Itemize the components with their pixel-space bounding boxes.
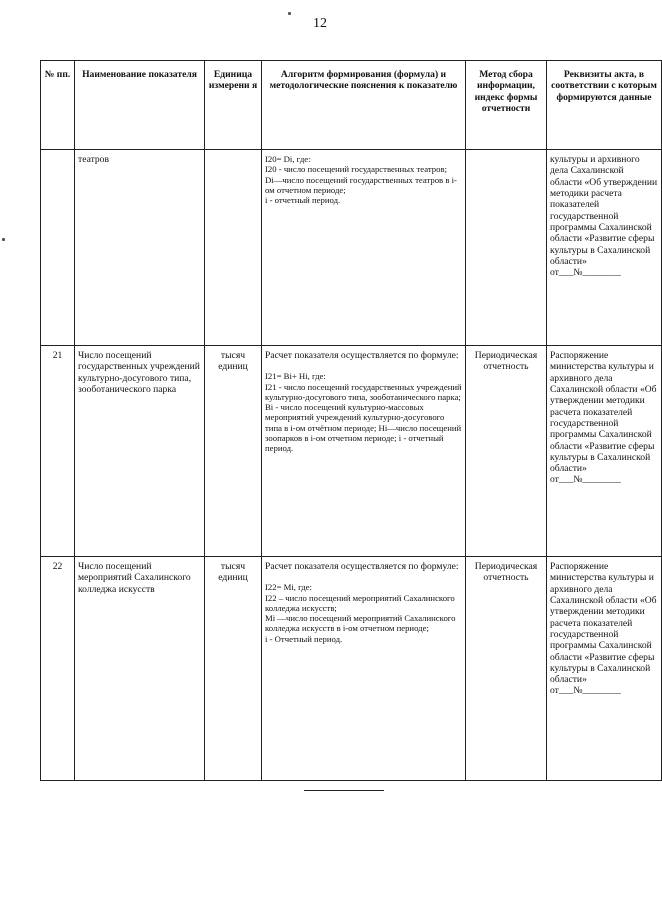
algo-line: I20 - число посещений государственных театров; (265, 164, 448, 175)
row-requisites (547, 150, 662, 346)
algo-line: I21= Bi+ Hi, где: (265, 371, 326, 382)
header-requisites: Реквизиты акта, в соответствии с которым формируются данные (547, 61, 662, 150)
page-number: 12 (313, 16, 327, 31)
algo-line: I20= Di, где: (265, 154, 311, 164)
row-unit (205, 150, 262, 346)
row-method (466, 150, 547, 346)
algo-lead: Расчет показателя осуществляется по формуле: (265, 350, 459, 361)
table-row (41, 150, 662, 346)
row-name: театров (75, 150, 205, 346)
algo-line: Bi - число посещений культурно-массовых мероприятий учреждений культурно-досугового типа в i-ом отчётном периоде; Hi—число посещений зоопарков в i-ом отчетном периоде; i - отчетный период. (265, 402, 462, 454)
row-unit: тысяч единиц (205, 346, 262, 557)
requisites-text: Распоряжение министерства культуры и архивного дела Сахалинской области «Об утверждении методики расчета показателей государственной программы Сахалинской области «Развитие сферы культуры в Сахалинской области» (550, 350, 657, 475)
row-name: Число посещений государственных учреждений культурно-досугового типа, зооботанического парка (75, 346, 205, 557)
header-unit: Единица измерени я (205, 61, 262, 150)
table-row (41, 557, 662, 781)
algo-line: I21 - число посещений государственных учреждений культурно-досугового типа, зооботанического парка; (265, 381, 462, 402)
algo-line: Di—число посещений государственных театров в i-ом отчетном периоде; (265, 174, 457, 195)
row-name: Число посещений мероприятий Сахалинского колледжа искусств (75, 557, 205, 781)
row-num: 21 (41, 346, 75, 557)
algo-lead: Расчет показателя осуществляется по формуле: (265, 561, 459, 572)
row-method: Периодическая отчетность (466, 346, 547, 557)
footer-rule (304, 790, 384, 791)
requisites-signature: от___№________ (550, 267, 621, 279)
header-algorithm: Алгоритм формирования (формула) и методологические пояснения к показателю (262, 61, 466, 150)
row-num (41, 150, 75, 346)
row-method: Периодическая отчетность (466, 557, 547, 781)
requisites-text: культуры и архивного дела Сахалинской области «Об утверждении методики расчета показателей государственной программы Сахалинской области «Развитие сферы культуры в Сахалинской области» (550, 154, 658, 267)
scan-speck (288, 12, 291, 15)
indicators-table (40, 60, 662, 781)
algo-line: i - Отчетный период. (265, 633, 343, 644)
header-method: Метод сбора информации, индекс формы отчетности (466, 61, 547, 150)
requisites-signature: от___№________ (550, 474, 621, 486)
algo-line: I22 – число посещений мероприятий Сахалинского колледжа искусств; (265, 592, 455, 613)
row-unit: тысяч единиц (205, 557, 262, 781)
scan-speck (2, 238, 5, 241)
row-algorithm (262, 346, 466, 557)
row-num: 22 (41, 557, 75, 781)
requisites-signature: от___№________ (550, 685, 621, 697)
header-num: № пп. (41, 61, 75, 150)
algo-line: Mi —число посещений мероприятий Сахалинского колледжа искусств в i-ом отчетном периоде; (265, 613, 456, 634)
header-name: Наименование показателя (75, 61, 205, 150)
row-algorithm (262, 557, 466, 781)
row-requisites (547, 346, 662, 557)
row-requisites (547, 557, 662, 781)
table-header-row (41, 61, 662, 150)
row-algorithm (262, 150, 466, 346)
algo-line: I22= Mi, где: (265, 582, 312, 593)
requisites-text: Распоряжение министерства культуры и архивного дела Сахалинской области «Об утверждении методики расчета показателей государственной программы Сахалинской области «Развитие сферы культуры в Сахалинской области» (550, 561, 657, 686)
table-row (41, 346, 662, 557)
algo-line: i - отчетный период. (265, 195, 341, 206)
